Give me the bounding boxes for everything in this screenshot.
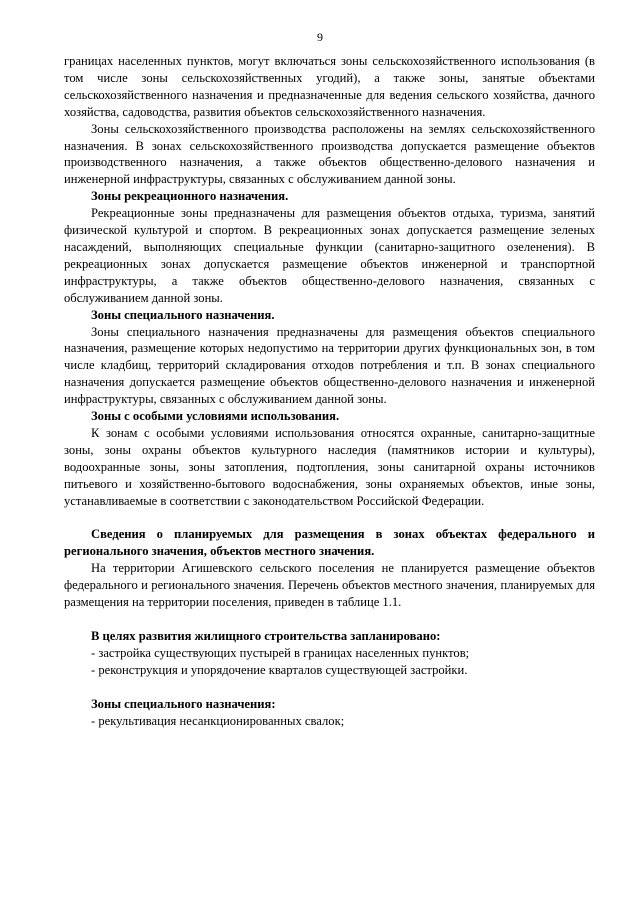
heading-planned-objects: Сведения о планируемых для размещения в зонах объектах федерального и регионального значения, объектов местного значения. xyxy=(64,527,595,559)
heading-special-conditions-zones: Зоны с особыми условиями использования. xyxy=(91,409,340,424)
paragraph-special-conditions-zones: К зонам с особыми условиями использования относятся охранные, санитарно-защитные зоны, зоны охраны объектов культурного наследия (памятников истории и культуры), водоохранные зоны, зоны затопления, подтопления, зоны санитарной охраны источников питьевого и хозяйственно-бытового водоснабжения, зоны охраняемых объектов, иные зоны, устанавливаемые в соответствии с законодательством Российской Федерации. xyxy=(64,425,595,508)
list-item: - застройка существующих пустырей в границах населенных пунктов; xyxy=(91,645,470,660)
heading-special-purpose-zones-list: Зоны специального назначения: xyxy=(91,696,276,711)
list-item: - реконструкция и упорядочение кварталов существующей застройки. xyxy=(91,662,468,677)
heading-housing-development: В целях развития жилищного строительства запланировано: xyxy=(91,629,441,643)
page-number: 9 xyxy=(317,30,323,44)
page-body xyxy=(64,53,595,730)
paragraph-planned-objects: На территории Агишевского сельского поселения не планируется размещение объектов федерального и регионального значения. Перечень объектов местного значения, планируемых для размещения на территории поселения, приведен в таблице 1.1. xyxy=(64,561,595,610)
paragraph-special-purpose-zones: Зоны специального назначения предназначены для размещения объектов специального назначения, размещение которых недопустимо на территории других функциональных зон, в том числе кладбищ, территорий складирования отходов потребления и т.п. В зонах специального назначения допускается размещение объектов общественно-делового назначения и инженерной инфраструктуры, связанных с обслуживанием данной зоны. xyxy=(64,324,595,407)
heading-recreation-zones: Зоны рекреационного назначения. xyxy=(91,189,289,204)
heading-special-purpose-zones: Зоны специального назначения. xyxy=(91,307,275,322)
spacer xyxy=(64,509,595,526)
paragraph-recreation-zones: Рекреационные зоны предназначены для размещения объектов отдыха, туризма, занятий физической культурой и спортом. В рекреационных зонах допускается размещение зеленых насаждений, выполняющих специальные функции (санитарно-защитного озеленения). В рекреационных зонах допускается размещение объектов инженерной и транспортной инфраструктуры, а также объектов общественно-делового назначения, связанных с обслуживанием данной зоны. xyxy=(64,206,595,305)
list-item: - рекультивация несанкционированных свалок; xyxy=(91,713,345,728)
paragraph-agricultural-use: границах населенных пунктов, могут включаться зоны сельскохозяйственного использования (в том числе зоны сельскохозяйственных угодий), а также зоны, занятые объектами сельскохозяйственного назначения и предназначенные для ведения сельского хозяйства, дачного хозяйства, садоводства, развития объектов сельскохозяйственного назначения. xyxy=(64,54,595,119)
paragraph-agricultural-production: Зоны сельскохозяйственного производства расположены на землях сельскохозяйственного назначения. В зонах сельскохозяйственного производства допускается размещение объектов производственного назначения, а также объектов общественно-делового назначения и инженерной инфраструктуры, связанных с обслуживанием данной зоны. xyxy=(64,121,595,187)
spacer xyxy=(64,679,595,696)
spacer xyxy=(64,611,595,628)
